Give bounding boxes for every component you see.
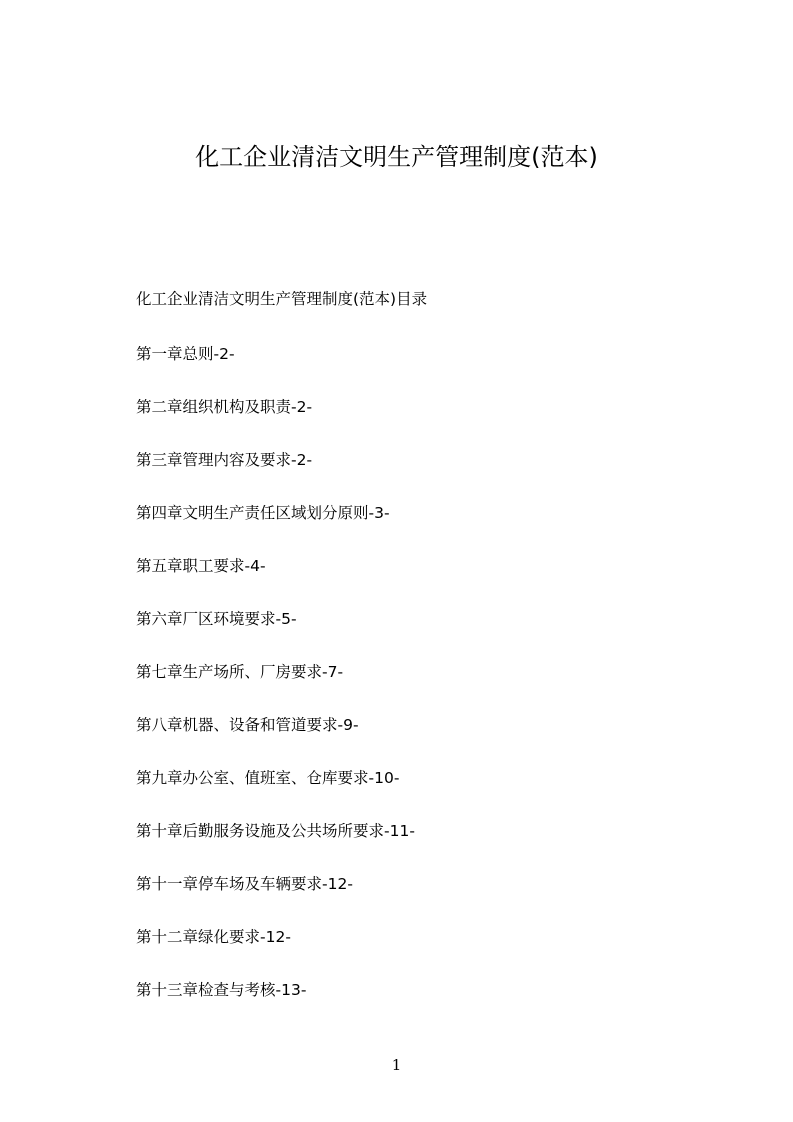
toc-item: 第十三章检查与考核-13- (136, 981, 307, 999)
toc-item: 第四章文明生产责任区域划分原则-3- (136, 504, 390, 522)
document-title: 化工企业清洁文明生产管理制度(范本) (195, 143, 598, 171)
toc-item: 第九章办公室、值班室、仓库要求-10- (136, 769, 400, 787)
toc-heading: 化工企业清洁文明生产管理制度(范本)目录 (136, 290, 428, 308)
toc-item: 第一章总则-2- (136, 345, 235, 363)
toc-item: 第七章生产场所、厂房要求-7- (136, 663, 344, 681)
toc-item: 第十章后勤服务设施及公共场所要求-11- (136, 822, 415, 840)
toc-item: 第二章组织机构及职责-2- (136, 398, 313, 416)
toc-item: 第三章管理内容及要求-2- (136, 451, 313, 469)
toc-item: 第五章职工要求-4- (136, 557, 266, 575)
page-number: 1 (391, 1056, 402, 1074)
toc-item: 第十一章停车场及车辆要求-12- (136, 875, 353, 893)
toc-item: 第八章机器、设备和管道要求-9- (136, 716, 359, 734)
toc-item: 第六章厂区环境要求-5- (136, 610, 297, 628)
toc-item: 第十二章绿化要求-12- (136, 928, 291, 946)
